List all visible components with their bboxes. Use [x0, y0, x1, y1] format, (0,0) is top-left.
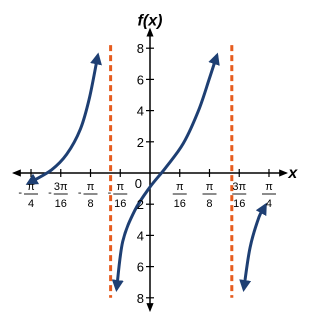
- x-tick-numerator: π: [265, 181, 273, 193]
- x-tick-denominator: 16: [54, 198, 67, 210]
- x-tick-denominator: 16: [114, 198, 127, 210]
- y-tick-label: 2: [136, 134, 144, 150]
- x-tick-numerator: 3π: [232, 181, 247, 193]
- origin-label: 0: [134, 176, 142, 191]
- x-tick-denominator: 8: [87, 198, 94, 210]
- tangent-branch-1: [117, 56, 217, 288]
- y-tick-label: 8: [136, 290, 144, 306]
- x-tick-sign: -: [107, 187, 112, 199]
- x-tick-denominator: 16: [173, 198, 186, 210]
- x-tick-numerator: π: [86, 181, 95, 193]
- x-tick-sign: -: [77, 187, 82, 199]
- y-tick-label: 8: [136, 41, 144, 57]
- x-tick-numerator: 3π: [53, 181, 68, 193]
- x-tick-label: [78, 181, 98, 210]
- y-tick-label: 4: [136, 103, 144, 119]
- x-axis-title: x: [288, 165, 298, 182]
- tangent-branch-0: [29, 56, 98, 183]
- tangent-branch-2: [244, 206, 265, 289]
- y-tick-label: 6: [136, 72, 144, 88]
- y-tick-label: 6: [136, 259, 144, 275]
- x-tick-denominator: 4: [27, 198, 35, 210]
- x-tick-label: [18, 181, 38, 210]
- x-tick-denominator: 4: [265, 198, 273, 210]
- x-tick-numerator: π: [27, 181, 35, 193]
- x-tick-numerator: π: [116, 181, 125, 193]
- x-tick-sign: -: [48, 187, 52, 199]
- x-tick-denominator: 16: [233, 198, 246, 210]
- x-tick-denominator: 8: [206, 198, 213, 210]
- y-axis-title: f(x): [137, 12, 163, 30]
- x-tick-label: [48, 181, 68, 210]
- x-tick-numerator: π: [205, 181, 214, 193]
- x-tick-label: [173, 181, 187, 210]
- x-tick-sign: -: [18, 187, 23, 199]
- x-tick-label: [202, 181, 216, 210]
- x-tick-numerator: π: [175, 181, 184, 193]
- x-tick-label: [232, 181, 246, 210]
- y-tick-label: 2: [136, 197, 144, 213]
- y-tick-label: 4: [136, 228, 144, 244]
